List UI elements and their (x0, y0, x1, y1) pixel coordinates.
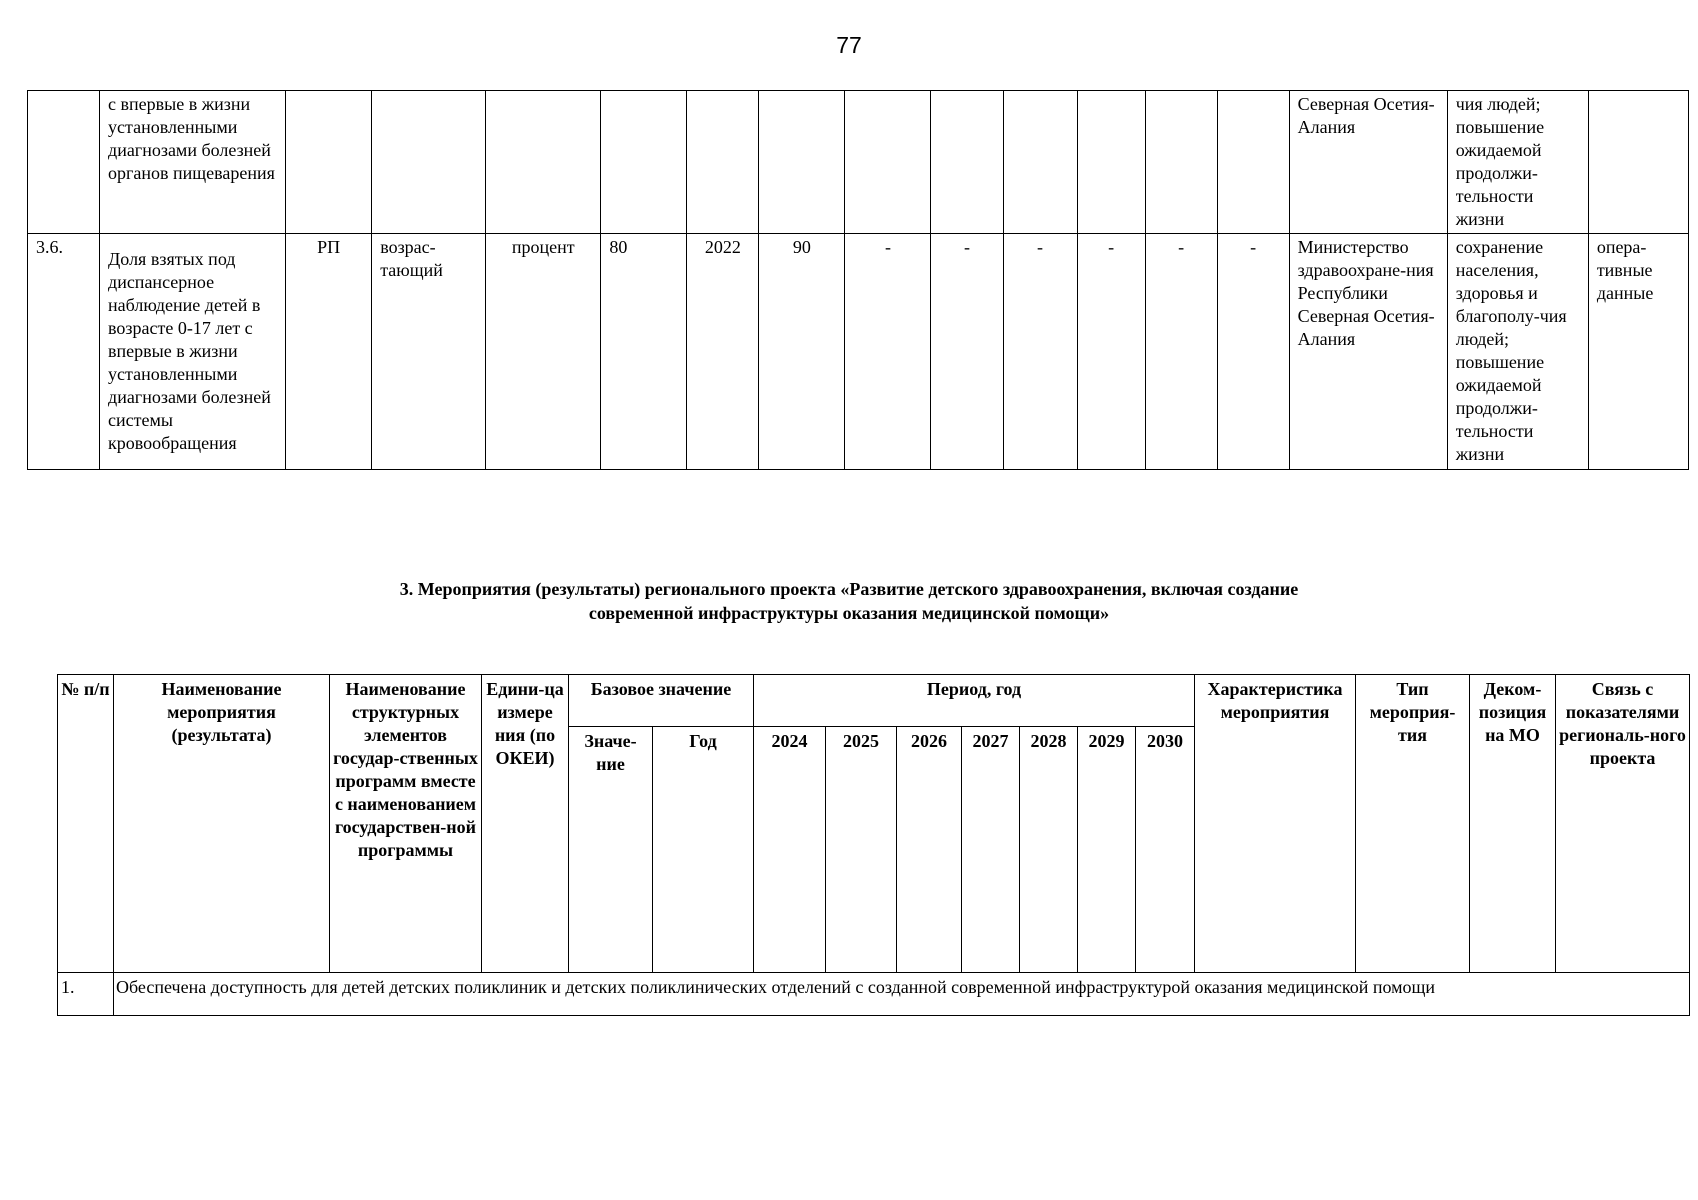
cell-responsible: Министерство здравоохране-ния Республики Северная Осетия-Алания (1289, 234, 1447, 470)
header-base-value: Значе-ние (569, 727, 653, 973)
header-unit: Едини-ца измере ния (по ОКЕИ) (482, 675, 569, 973)
header-characteristic: Характеристика мероприятия (1195, 675, 1356, 973)
cell-2029: - (1145, 234, 1217, 470)
header-num: № п/п (58, 675, 114, 973)
page-number: 77 (836, 32, 862, 58)
cell-2027: - (1003, 234, 1077, 470)
header-period: Период, год (754, 675, 1195, 727)
indicator-row (28, 91, 1689, 234)
header-row-1 (58, 675, 1690, 727)
cell-info (1588, 91, 1688, 234)
header-type: Тип мероприя-тия (1356, 675, 1470, 973)
header-year-2024: 2024 (754, 727, 826, 973)
cell-base-year: 2022 (687, 234, 759, 470)
cell-unit: процент (486, 234, 601, 470)
cell-info: опера-тивные данные (1588, 234, 1688, 470)
cell-2026 (931, 91, 1003, 234)
section-title-line2: современной инфраструктуры оказания медицинской помощи» (588, 603, 1110, 623)
cell-2030: - (1217, 234, 1289, 470)
activity-text: Обеспечена доступность для детей детских поликлиник и детских поликлинических отделений с созданной современной инфраструктурой оказания медицинской помощи (114, 973, 1690, 1016)
header-struct: Наименование структурных элементов государ-ственных программ вместе с наименованием государствен-ной программы (330, 675, 482, 973)
section-title (0, 577, 1698, 625)
indicators-table (27, 90, 1689, 470)
cell-2025 (845, 91, 931, 234)
header-base: Базовое значение (569, 675, 754, 727)
header-link: Связь с показателями региональ-ного проекта (1556, 675, 1690, 973)
cell-name: с впервые в жизни установленными диагнозами болезней органов пищеварения (100, 91, 286, 234)
cell-base-value: 80 (601, 234, 687, 470)
cell-unit (486, 91, 601, 234)
header-year-2029: 2029 (1078, 727, 1136, 973)
cell-level: РП (286, 234, 372, 470)
header-year-2030: 2030 (1136, 727, 1195, 973)
cell-goal: сохранение населения, здоровья и благополу-чия людей; повышение ожидаемой продолжи-тельности жизни (1447, 234, 1588, 470)
cell-2030 (1217, 91, 1289, 234)
cell-2028: - (1077, 234, 1145, 470)
cell-2029 (1145, 91, 1217, 234)
cell-name: Доля взятых под диспансерное наблюдение детей в возрасте 0-17 лет с впервые в жизни установленными диагнозами болезней системы кровообращения (100, 234, 286, 470)
cell-2026: - (931, 234, 1003, 470)
cell-direction (372, 91, 486, 234)
cell-2025: - (845, 234, 931, 470)
cell-base-value (601, 91, 687, 234)
header-decomp: Деком-позиция на МО (1470, 675, 1556, 973)
section-title-line1: 3. Мероприятия (результаты) регионального проекта «Развитие детского здравоохранения, включая создание (399, 579, 1299, 599)
cell-base-year (687, 91, 759, 234)
cell-2027 (1003, 91, 1077, 234)
cell-2028 (1077, 91, 1145, 234)
cell-num: 3.6. (28, 234, 100, 470)
header-year-2025: 2025 (826, 727, 897, 973)
header-year-2026: 2026 (897, 727, 962, 973)
header-year-2027: 2027 (962, 727, 1020, 973)
header-name: Наименование мероприятия (результата) (114, 675, 330, 973)
cell-level (286, 91, 372, 234)
cell-num (28, 91, 100, 234)
activity-num: 1. (58, 973, 114, 1016)
activities-table (57, 674, 1690, 1016)
header-base-year: Год (653, 727, 754, 973)
cell-goal: чия людей; повышение ожидаемой продолжи-тельности жизни (1447, 91, 1588, 234)
activity-row (58, 973, 1690, 1016)
indicator-row (28, 234, 1689, 470)
header-year-2028: 2028 (1020, 727, 1078, 973)
cell-target: 90 (759, 234, 845, 470)
cell-target (759, 91, 845, 234)
cell-direction: возрас-тающий (372, 234, 486, 470)
cell-responsible: Северная Осетия-Алания (1289, 91, 1447, 234)
